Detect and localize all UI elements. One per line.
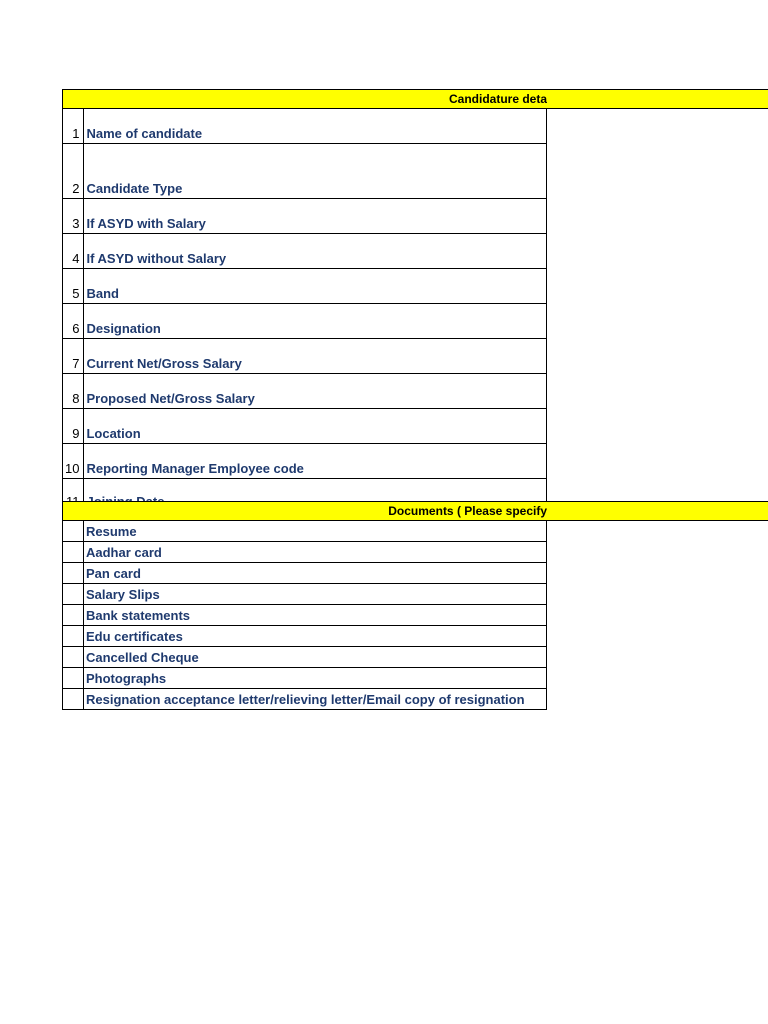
row-number-cell bbox=[63, 647, 84, 668]
row-number: 4 bbox=[63, 234, 84, 269]
field-label[interactable]: Name of candidate bbox=[84, 109, 547, 144]
document-label[interactable]: Pan card bbox=[84, 563, 547, 584]
row-number-cell bbox=[63, 689, 84, 710]
row-number-cell bbox=[63, 521, 84, 542]
table-row bbox=[63, 444, 547, 479]
row-number: 8 bbox=[63, 374, 84, 409]
field-label[interactable]: If ASYD without Salary bbox=[84, 234, 547, 269]
documents-table bbox=[62, 520, 547, 710]
table-row bbox=[63, 199, 547, 234]
row-number-cell bbox=[63, 626, 84, 647]
table-row bbox=[63, 689, 547, 710]
documents-header-text: Documents ( Please specify bbox=[388, 504, 547, 518]
table-row bbox=[63, 563, 547, 584]
table-row bbox=[63, 374, 547, 409]
document-label[interactable]: Photographs bbox=[84, 668, 547, 689]
documents-header-band bbox=[62, 501, 768, 521]
field-label[interactable]: Location bbox=[84, 409, 547, 444]
row-number: 10 bbox=[63, 444, 84, 479]
table-row bbox=[63, 304, 547, 339]
table-row bbox=[63, 109, 547, 144]
row-number-cell bbox=[63, 668, 84, 689]
candidature-header-text: Candidature deta bbox=[448, 92, 547, 106]
table-row bbox=[63, 234, 547, 269]
field-label[interactable]: Current Net/Gross Salary bbox=[84, 339, 547, 374]
row-number: 7 bbox=[63, 339, 84, 374]
table-row bbox=[63, 269, 547, 304]
document-label[interactable]: Salary Slips bbox=[84, 584, 547, 605]
field-label[interactable]: Reporting Manager Employee code bbox=[84, 444, 547, 479]
row-number-cell bbox=[63, 542, 84, 563]
document-label[interactable]: Cancelled Cheque bbox=[84, 647, 547, 668]
field-label[interactable]: If ASYD with Salary bbox=[84, 199, 547, 234]
document-label[interactable]: Bank statements bbox=[84, 605, 547, 626]
document-label[interactable]: Resignation acceptance letter/relieving letter/Email copy of resignation bbox=[84, 689, 547, 710]
table-row bbox=[63, 339, 547, 374]
table-row bbox=[63, 144, 547, 199]
table-row bbox=[63, 542, 547, 563]
document-label[interactable]: Aadhar card bbox=[84, 542, 547, 563]
row-number: 6 bbox=[63, 304, 84, 339]
candidate-details-table bbox=[62, 108, 547, 512]
document-label[interactable]: Resume bbox=[84, 521, 547, 542]
document-label[interactable]: Edu certificates bbox=[84, 626, 547, 647]
row-number-cell bbox=[63, 563, 84, 584]
table-row bbox=[63, 647, 547, 668]
field-label[interactable]: Designation bbox=[84, 304, 547, 339]
row-number: 9 bbox=[63, 409, 84, 444]
table-row bbox=[63, 521, 547, 542]
row-number-cell bbox=[63, 605, 84, 626]
field-label[interactable]: Band bbox=[84, 269, 547, 304]
row-number: 5 bbox=[63, 269, 84, 304]
table-row bbox=[63, 668, 547, 689]
table-row bbox=[63, 584, 547, 605]
candidature-header-band bbox=[62, 89, 768, 109]
field-label[interactable]: Candidate Type bbox=[84, 144, 547, 199]
row-number-cell bbox=[63, 584, 84, 605]
table-row bbox=[63, 626, 547, 647]
row-number: 1 bbox=[63, 109, 84, 144]
row-number: 3 bbox=[63, 199, 84, 234]
table-row bbox=[63, 605, 547, 626]
row-number: 2 bbox=[63, 144, 84, 199]
field-label[interactable]: Proposed Net/Gross Salary bbox=[84, 374, 547, 409]
table-row bbox=[63, 409, 547, 444]
